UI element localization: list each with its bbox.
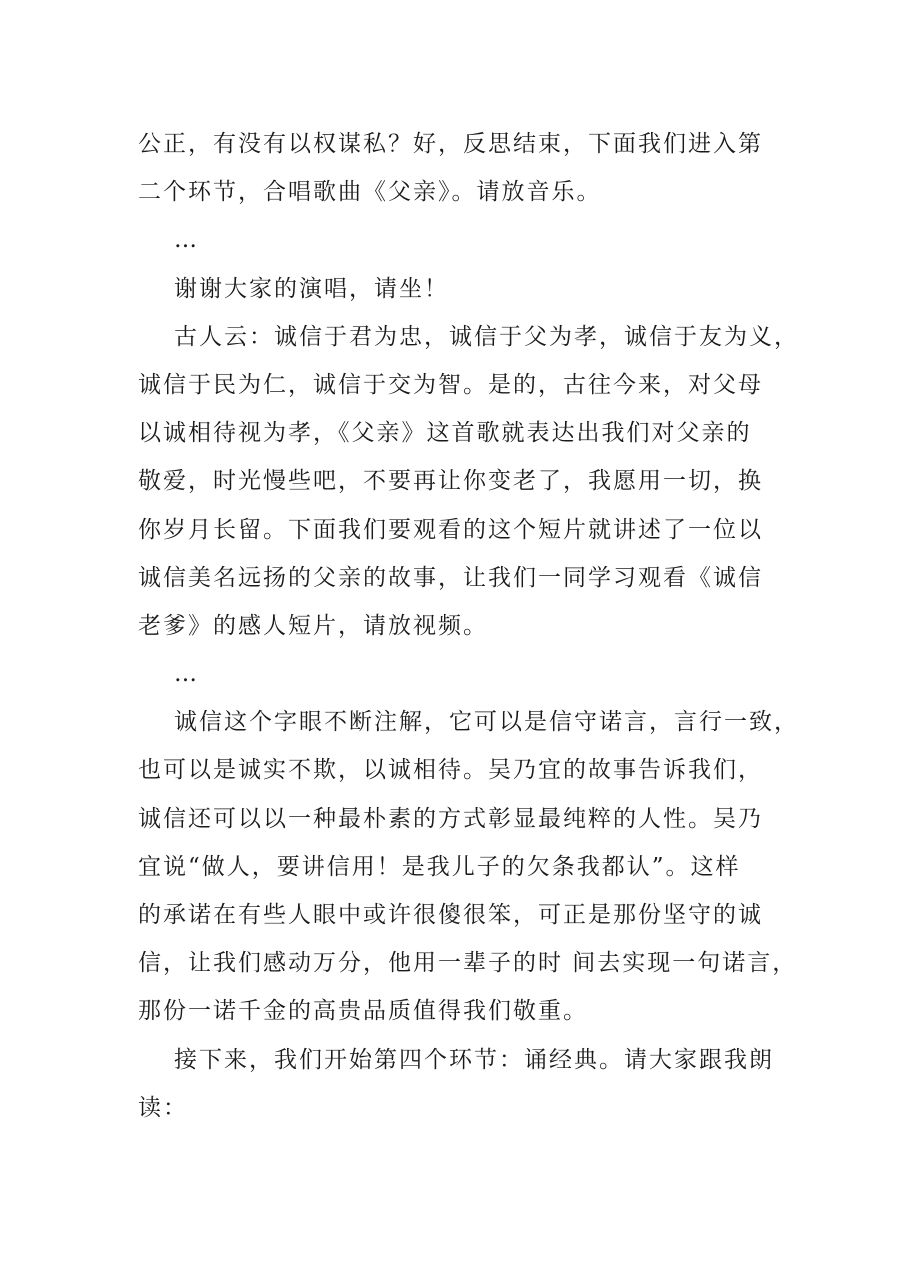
text-line: 也可以是诚实不欺，以诚相待。吴乃宜的故事告诉我们，	[138, 757, 763, 784]
text-line: 诚信还可以以一种最朴素的方式彰显最纯粹的人性。吴乃	[138, 805, 763, 832]
text-line: 读：	[138, 1094, 188, 1121]
text-line: 老爹》的感人短片，请放视频。	[138, 612, 488, 639]
text-line: 古人云：诚信于君为忠，诚信于父为孝，诚信于友为义，	[174, 323, 799, 350]
text-line: 那份一诺千金的高贵品质值得我们敬重。	[138, 998, 588, 1025]
text-line: 公正，有没有以权谋私？好，反思结束，下面我们进入第	[138, 131, 763, 157]
text-line: 敬爱，时光慢些吧，不要再让你变老了，我愿用一切，换	[138, 468, 763, 495]
text-line: 二个环节，合唱歌曲《父亲》。请放音乐。	[138, 179, 602, 206]
text-line: 宜说“做人，要讲信用！是我儿子的欠条我都认”。这样	[138, 853, 741, 880]
text-line: …	[174, 227, 199, 254]
text-line: 诚信这个字眼不断注解，它可以是信守诺言，言行一致，	[174, 709, 799, 736]
text-line: 信，让我们感动万分，他用一辈子的时 间去实现一句诺言，	[138, 950, 798, 977]
text-line: 谢谢大家的演唱，请坐！	[174, 275, 449, 302]
text-line: 你岁月长留。下面我们要观看的这个短片就讲述了一位以	[138, 516, 763, 543]
text-line: 诚信美名远扬的父亲的故事，让我们一同学习观看《诚信	[138, 564, 763, 591]
text-line: 诚信于民为仁，诚信于交为智。是的，古往今来，对父母	[138, 371, 763, 398]
text-line: …	[174, 661, 199, 688]
document-body	[138, 120, 798, 1132]
text-line: 以诚相待视为孝，《父亲》这首歌就表达出我们对父亲的	[138, 420, 752, 447]
text-line: 接下来，我们开始第四个环节：诵经典。请大家跟我朗	[174, 1046, 774, 1073]
text-line: 的承诺在有些人眼中或许很傻很笨，可正是那份坚守的诚	[138, 902, 763, 928]
